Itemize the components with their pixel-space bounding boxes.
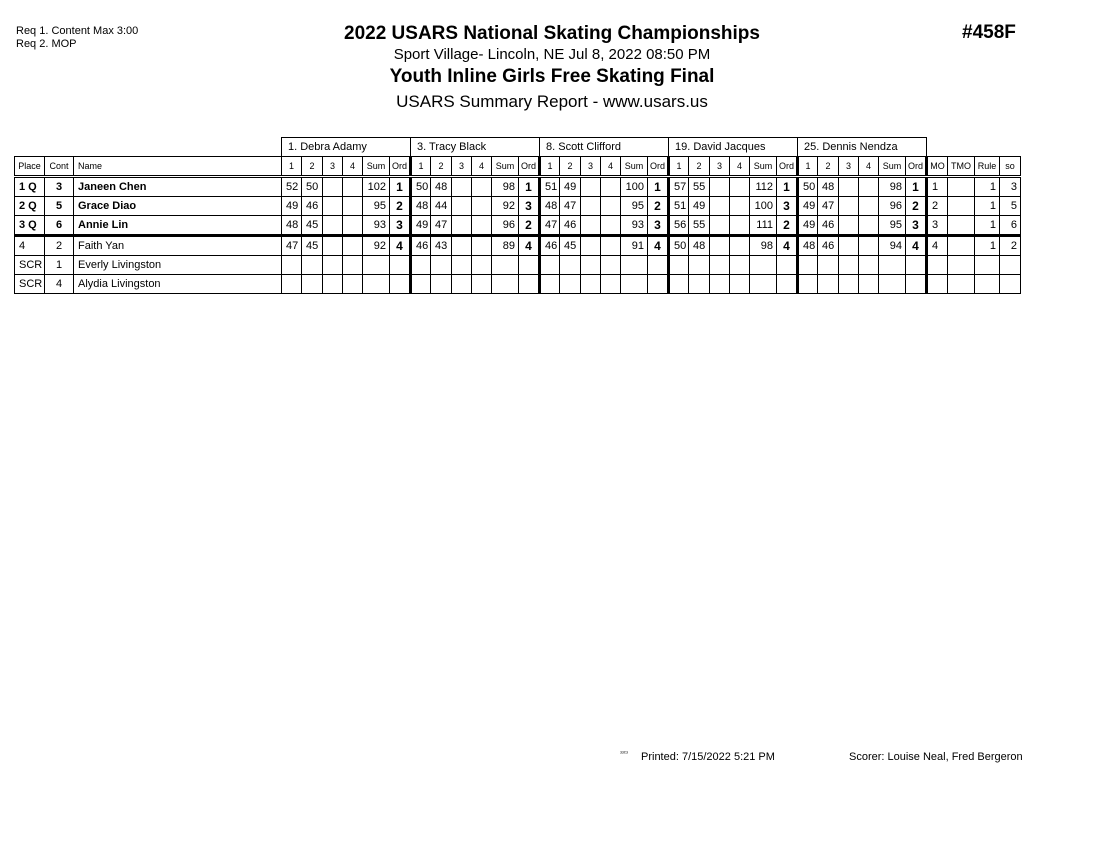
score-cell: 49 (689, 197, 710, 216)
place-cell: 4 (15, 236, 45, 256)
ordinal-cell (519, 275, 540, 294)
score-cell (839, 236, 859, 256)
score-cell: 48 (798, 236, 818, 256)
col-header-mo: MO (927, 157, 948, 177)
score-cell: 55 (689, 216, 710, 236)
judge-name: 25. Dennis Nendza (798, 138, 927, 156)
score-cell (343, 275, 363, 294)
judge-header-row (15, 138, 1021, 156)
sum-cell (363, 256, 390, 275)
score-cell (540, 256, 560, 275)
skater-name: Annie Lin (74, 216, 282, 236)
place-cell: SCR (15, 256, 45, 275)
ordinal-cell (390, 275, 411, 294)
requirement-2: Req 2. MOP (16, 38, 77, 50)
score-cell (730, 236, 750, 256)
summary-cell (1000, 275, 1021, 294)
summary-cell: 2 (927, 197, 948, 216)
col-header-sum: Sum (492, 157, 519, 177)
score-cell (472, 256, 492, 275)
score-cell: 46 (411, 236, 431, 256)
ordinal-cell: 2 (906, 197, 927, 216)
judge-header-spacer (927, 138, 1021, 156)
score-cell: 51 (669, 197, 689, 216)
score-cell (710, 197, 730, 216)
skater-name: Alydia Livingston (74, 275, 282, 294)
sum-cell: 102 (363, 177, 390, 197)
score-cell (581, 177, 601, 197)
score-cell (452, 216, 472, 236)
score-cell (431, 275, 452, 294)
score-cell (452, 275, 472, 294)
col-header-sum: Sum (879, 157, 906, 177)
score-cell: 48 (540, 197, 560, 216)
score-cell (323, 197, 343, 216)
col-header-3: 3 (452, 157, 472, 177)
table-row (15, 256, 1021, 275)
printed-date: Printed: 7/15/2022 5:21 PM (641, 751, 775, 763)
summary-cell (948, 216, 975, 236)
score-cell: 47 (818, 197, 839, 216)
col-header-4: 4 (859, 157, 879, 177)
score-cell: 49 (798, 216, 818, 236)
ordinal-cell: 4 (648, 236, 669, 256)
score-cell (689, 275, 710, 294)
col-header-tmo: TMO (948, 157, 975, 177)
sum-cell: 93 (621, 216, 648, 236)
summary-cell (948, 275, 975, 294)
score-cell (601, 275, 621, 294)
ordinal-cell: 4 (519, 236, 540, 256)
score-cell (601, 236, 621, 256)
col-header-1: 1 (540, 157, 560, 177)
summary-cell (927, 275, 948, 294)
summary-cell: 6 (1000, 216, 1021, 236)
table-row (15, 177, 1021, 197)
sum-cell (621, 275, 648, 294)
score-cell (730, 197, 750, 216)
sum-cell (492, 275, 519, 294)
score-cell (689, 256, 710, 275)
score-cell: 44 (431, 197, 452, 216)
place-cell: 1 Q (15, 177, 45, 197)
requirement-1: Req 1. Content Max 3:00 (16, 25, 139, 37)
summary-cell (948, 256, 975, 275)
score-cell (710, 236, 730, 256)
score-cell (472, 177, 492, 197)
summary-cell: 5 (1000, 197, 1021, 216)
col-header-rule: Rule (975, 157, 1000, 177)
ordinal-cell: 4 (906, 236, 927, 256)
table-row (15, 197, 1021, 216)
summary-cell: 2 (1000, 236, 1021, 256)
score-cell (839, 216, 859, 236)
score-cell (581, 275, 601, 294)
score-cell (302, 256, 323, 275)
score-cell (601, 197, 621, 216)
score-cell: 46 (302, 197, 323, 216)
score-cell (730, 177, 750, 197)
ordinal-cell: 4 (777, 236, 798, 256)
summary-cell (948, 177, 975, 197)
sum-cell (750, 256, 777, 275)
score-cell (323, 275, 343, 294)
score-cell (472, 275, 492, 294)
col-header-4: 4 (601, 157, 621, 177)
ordinal-cell (519, 256, 540, 275)
col-header-3: 3 (710, 157, 730, 177)
sum-cell: 89 (492, 236, 519, 256)
col-header-3: 3 (839, 157, 859, 177)
summary-cell (948, 197, 975, 216)
ordinal-cell: 3 (648, 216, 669, 236)
col-header-sum: Sum (621, 157, 648, 177)
cont-cell: 3 (45, 177, 74, 197)
summary-cell: 4 (927, 236, 948, 256)
score-cell (452, 236, 472, 256)
sum-cell: 100 (621, 177, 648, 197)
col-header-3: 3 (581, 157, 601, 177)
summary-cell: 3 (927, 216, 948, 236)
score-cell (323, 236, 343, 256)
score-cell (710, 256, 730, 275)
score-cell (431, 256, 452, 275)
requirements (16, 25, 138, 51)
skater-name: Faith Yan (74, 236, 282, 256)
score-cell: 50 (302, 177, 323, 197)
ordinal-cell: 2 (648, 197, 669, 216)
col-header-1: 1 (411, 157, 431, 177)
ordinal-cell: 2 (777, 216, 798, 236)
score-cell (859, 197, 879, 216)
sum-cell: 100 (750, 197, 777, 216)
ordinal-cell (648, 275, 669, 294)
score-cell (452, 197, 472, 216)
col-header-place: Place (15, 157, 45, 177)
score-cell (798, 275, 818, 294)
score-cell (560, 256, 581, 275)
summary-cell (927, 256, 948, 275)
col-header-3: 3 (323, 157, 343, 177)
score-cell (601, 256, 621, 275)
col-header-1: 1 (669, 157, 689, 177)
score-cell (601, 177, 621, 197)
score-cell: 50 (411, 177, 431, 197)
score-cell: 43 (431, 236, 452, 256)
score-cell: 55 (689, 177, 710, 197)
summary-cell: 3 (1000, 177, 1021, 197)
summary-cell: 1 (975, 236, 1000, 256)
sum-cell: 95 (621, 197, 648, 216)
score-cell (710, 216, 730, 236)
score-cell (323, 177, 343, 197)
summary-cell (975, 256, 1000, 275)
col-header-ord: Ord (648, 157, 669, 177)
ordinal-cell (906, 275, 927, 294)
score-cell: 45 (302, 216, 323, 236)
ordinal-cell (906, 256, 927, 275)
score-cell (581, 256, 601, 275)
scorer-names: Scorer: Louise Neal, Fred Bergeron (849, 751, 1023, 763)
cont-cell: 2 (45, 236, 74, 256)
sum-cell: 94 (879, 236, 906, 256)
score-cell (323, 216, 343, 236)
ordinal-cell: 1 (906, 177, 927, 197)
score-cell (452, 256, 472, 275)
score-cell (730, 256, 750, 275)
col-header-so: so (1000, 157, 1021, 177)
skater-name: Janeen Chen (74, 177, 282, 197)
skater-name: Everly Livingston (74, 256, 282, 275)
sum-cell (492, 256, 519, 275)
summary-cell: 1 (975, 177, 1000, 197)
score-cell: 48 (818, 177, 839, 197)
sum-cell (750, 275, 777, 294)
ordinal-cell: 3 (777, 197, 798, 216)
score-cell (540, 275, 560, 294)
summary-cell: 1 (927, 177, 948, 197)
score-cell (818, 256, 839, 275)
score-cell: 46 (818, 216, 839, 236)
score-cell: 50 (798, 177, 818, 197)
score-cell (472, 197, 492, 216)
sum-cell: 98 (879, 177, 906, 197)
score-cell (472, 216, 492, 236)
sum-cell: 111 (750, 216, 777, 236)
cont-cell: 1 (45, 256, 74, 275)
summary-cell (948, 236, 975, 256)
skater-name: Grace Diao (74, 197, 282, 216)
col-header-2: 2 (560, 157, 581, 177)
score-cell (560, 275, 581, 294)
score-cell (601, 216, 621, 236)
sum-cell: 91 (621, 236, 648, 256)
table-row (15, 216, 1021, 236)
summary-cell: 1 (975, 197, 1000, 216)
ordinal-cell: 3 (906, 216, 927, 236)
ordinal-cell: 1 (390, 177, 411, 197)
score-cell: 56 (669, 216, 689, 236)
col-header-ord: Ord (906, 157, 927, 177)
sum-cell: 96 (492, 216, 519, 236)
score-cell (302, 275, 323, 294)
ordinal-cell (777, 256, 798, 275)
judge-name: 19. David Jacques (669, 138, 798, 156)
col-header-2: 2 (818, 157, 839, 177)
score-cell (730, 275, 750, 294)
table-row (15, 275, 1021, 294)
score-cell (581, 197, 601, 216)
col-header-2: 2 (302, 157, 323, 177)
ordinal-cell (648, 256, 669, 275)
summary-cell: 1 (975, 216, 1000, 236)
ordinal-cell: 3 (519, 197, 540, 216)
sum-cell: 95 (879, 216, 906, 236)
sum-cell: 92 (492, 197, 519, 216)
score-cell: 49 (560, 177, 581, 197)
event-number: #458F (962, 22, 1016, 43)
col-header-name: Name (74, 157, 282, 177)
score-cell (581, 236, 601, 256)
score-cell (452, 177, 472, 197)
score-cell (839, 197, 859, 216)
score-cell (710, 177, 730, 197)
ordinal-cell: 2 (390, 197, 411, 216)
score-cell (710, 275, 730, 294)
score-cell: 48 (689, 236, 710, 256)
score-cell: 47 (560, 197, 581, 216)
score-cell (859, 216, 879, 236)
score-cell: 46 (818, 236, 839, 256)
ordinal-cell (390, 256, 411, 275)
ordinal-cell: 1 (519, 177, 540, 197)
col-header-2: 2 (689, 157, 710, 177)
venue-line: Sport Village- Lincoln, NE Jul 8, 2022 08:50 PM (393, 46, 711, 63)
col-header-ord: Ord (519, 157, 540, 177)
score-cell: 49 (798, 197, 818, 216)
score-cell: 46 (540, 236, 560, 256)
ordinal-cell: 2 (519, 216, 540, 236)
col-header-4: 4 (730, 157, 750, 177)
score-cell (669, 256, 689, 275)
score-cell: 48 (431, 177, 452, 197)
score-cell (818, 275, 839, 294)
score-cell: 45 (302, 236, 323, 256)
ordinal-cell: 3 (390, 216, 411, 236)
score-cell: 57 (669, 177, 689, 197)
score-cell: 49 (411, 216, 431, 236)
col-header-ord: Ord (390, 157, 411, 177)
col-header-2: 2 (431, 157, 452, 177)
score-cell: 51 (540, 177, 560, 197)
col-header-sum: Sum (750, 157, 777, 177)
ordinal-cell (777, 275, 798, 294)
score-cell: 48 (411, 197, 431, 216)
score-cell: 50 (669, 236, 689, 256)
sum-cell (621, 256, 648, 275)
score-cell: 49 (282, 197, 302, 216)
place-cell: 2 Q (15, 197, 45, 216)
score-cell: 47 (282, 236, 302, 256)
cont-cell: 6 (45, 216, 74, 236)
sum-cell: 98 (750, 236, 777, 256)
score-cell (669, 275, 689, 294)
score-cell (859, 275, 879, 294)
col-header-1: 1 (798, 157, 818, 177)
score-cell (839, 177, 859, 197)
summary-cell (1000, 256, 1021, 275)
col-header-ord: Ord (777, 157, 798, 177)
score-cell (839, 275, 859, 294)
sum-cell (363, 275, 390, 294)
sum-cell (879, 256, 906, 275)
score-cell (581, 216, 601, 236)
score-cell (411, 256, 431, 275)
ordinal-cell: 1 (777, 177, 798, 197)
column-header-row (15, 157, 1021, 177)
score-cell (343, 216, 363, 236)
score-cell: 52 (282, 177, 302, 197)
score-cell: 47 (540, 216, 560, 236)
score-cell (343, 236, 363, 256)
score-cell: 47 (431, 216, 452, 236)
score-cell: 45 (560, 236, 581, 256)
report-header (300, 22, 804, 113)
sum-cell: 93 (363, 216, 390, 236)
sum-cell: 95 (363, 197, 390, 216)
place-cell: SCR (15, 275, 45, 294)
judge-name: 8. Scott Clifford (540, 138, 669, 156)
sum-cell: 112 (750, 177, 777, 197)
score-cell (282, 256, 302, 275)
sum-cell (879, 275, 906, 294)
score-cell (343, 197, 363, 216)
col-header-1: 1 (282, 157, 302, 177)
report-title: USARS Summary Report - www.usars.us (396, 92, 708, 111)
score-cell (411, 275, 431, 294)
sum-cell: 96 (879, 197, 906, 216)
footer-symbol: ᵌᵌᶜᵌ (620, 751, 628, 757)
championship-title: 2022 USARS National Skating Championships (344, 23, 760, 44)
col-header-cont: Cont (45, 157, 74, 177)
cont-cell: 5 (45, 197, 74, 216)
judge-name: 1. Debra Adamy (282, 138, 411, 156)
score-cell (323, 256, 343, 275)
score-cell: 48 (282, 216, 302, 236)
score-cell (282, 275, 302, 294)
score-cell (730, 216, 750, 236)
judge-name: 3. Tracy Black (411, 138, 540, 156)
col-header-4: 4 (343, 157, 363, 177)
ordinal-cell: 4 (390, 236, 411, 256)
score-cell (472, 236, 492, 256)
event-title: Youth Inline Girls Free Skating Final (389, 66, 715, 87)
score-cell: 46 (560, 216, 581, 236)
sum-cell: 98 (492, 177, 519, 197)
col-header-sum: Sum (363, 157, 390, 177)
score-cell (343, 256, 363, 275)
score-cell (859, 177, 879, 197)
table-row (15, 236, 1021, 256)
score-cell (859, 236, 879, 256)
col-header-4: 4 (472, 157, 492, 177)
results-table (14, 137, 1021, 294)
summary-cell (975, 275, 1000, 294)
score-cell (798, 256, 818, 275)
score-cell (839, 256, 859, 275)
place-cell: 3 Q (15, 216, 45, 236)
score-cell (859, 256, 879, 275)
ordinal-cell: 1 (648, 177, 669, 197)
sum-cell: 92 (363, 236, 390, 256)
score-cell (343, 177, 363, 197)
judge-header-spacer (15, 138, 282, 156)
cont-cell: 4 (45, 275, 74, 294)
